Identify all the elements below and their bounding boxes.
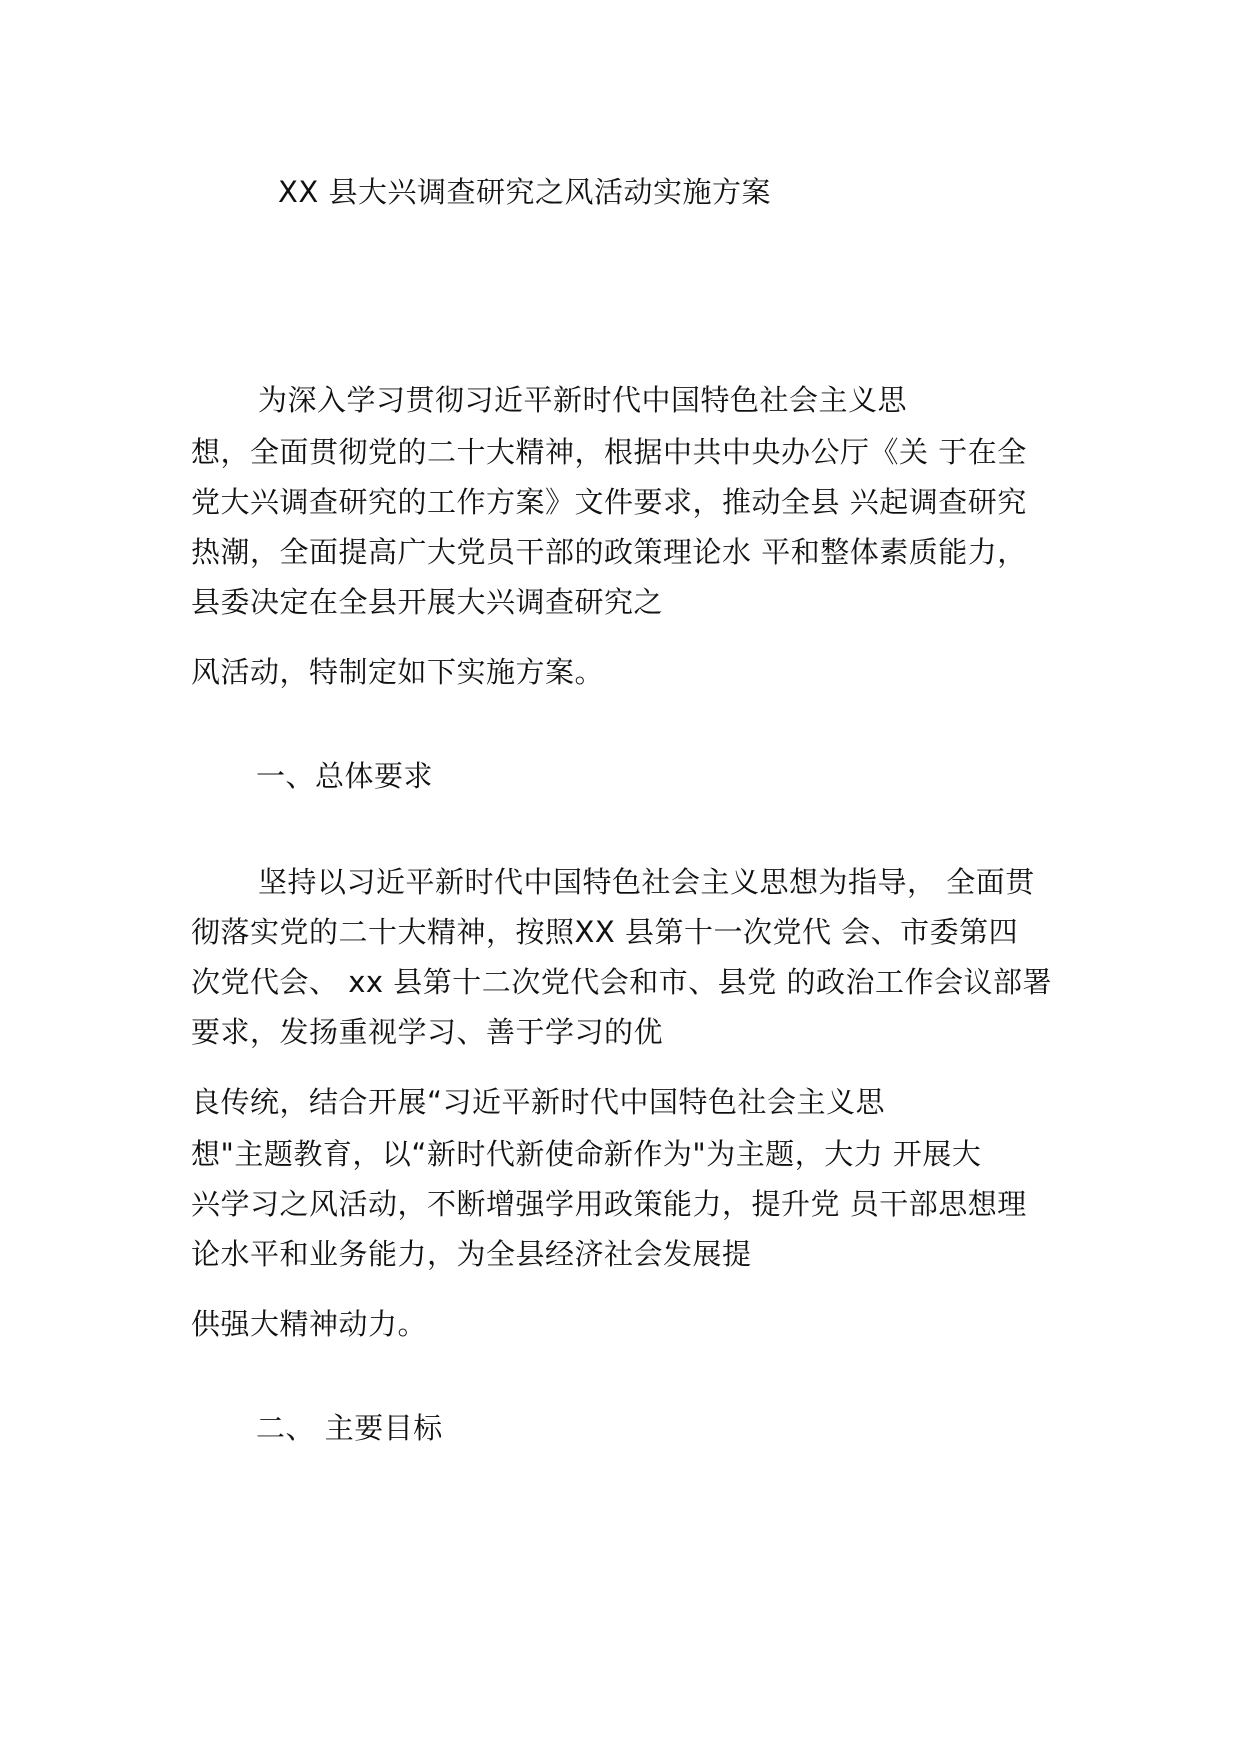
paragraph-line: 兴学习之风活动，不断增强学用政策能力，提升党 员干部思想理 (191, 1187, 1027, 1221)
paragraph-line: 供强大精神动力。 (191, 1307, 428, 1341)
paragraph-line: 热潮，全面提高广大党员干部的政策理论水 平和整体素质能力， (191, 535, 1027, 569)
paragraph-line: 县委决定在全县开展大兴调查研究之 (191, 585, 664, 619)
section-heading: 二、 主要目标 (256, 1411, 443, 1445)
paragraph-line: 想，全面贯彻党的二十大精神，根据中共中央办公厅《关 于在全 (191, 435, 1027, 469)
paragraph-line: 想"主题教育，以“新时代新使命新作为"为主题，大力 开展大 (191, 1137, 982, 1171)
paragraph-line: 要求，发扬重视学习、善于学习的优 (191, 1015, 664, 1049)
paragraph-line: 良传统，结合开展“习近平新时代中国特色社会主义思 (191, 1085, 886, 1119)
paragraph-line: 风活动，特制定如下实施方案。 (191, 655, 605, 689)
paragraph-line: 党大兴调查研究的工作方案》文件要求，推动全县 兴起调查研究 (191, 485, 1027, 519)
paragraph-line: 次党代会、 xx 县第十二次党代会和市、县党 的政治工作会议部署 (191, 965, 1052, 999)
paragraph-line: 彻落实党的二十大精神，按照XX 县第十一次党代 会、市委第四 (191, 915, 1019, 949)
paragraph-line: 论水平和业务能力，为全县经济社会发展提 (191, 1237, 752, 1271)
section-heading: 一、总体要求 (256, 759, 434, 793)
paragraph-line: 坚持以习近平新时代中国特色社会主义思想为指导， 全面贯 (258, 865, 1035, 899)
document-title: XX 县大兴调查研究之风活动实施方案 (278, 175, 771, 209)
paragraph-line: 为深入学习贯彻习近平新时代中国特色社会主义思 (258, 383, 908, 417)
